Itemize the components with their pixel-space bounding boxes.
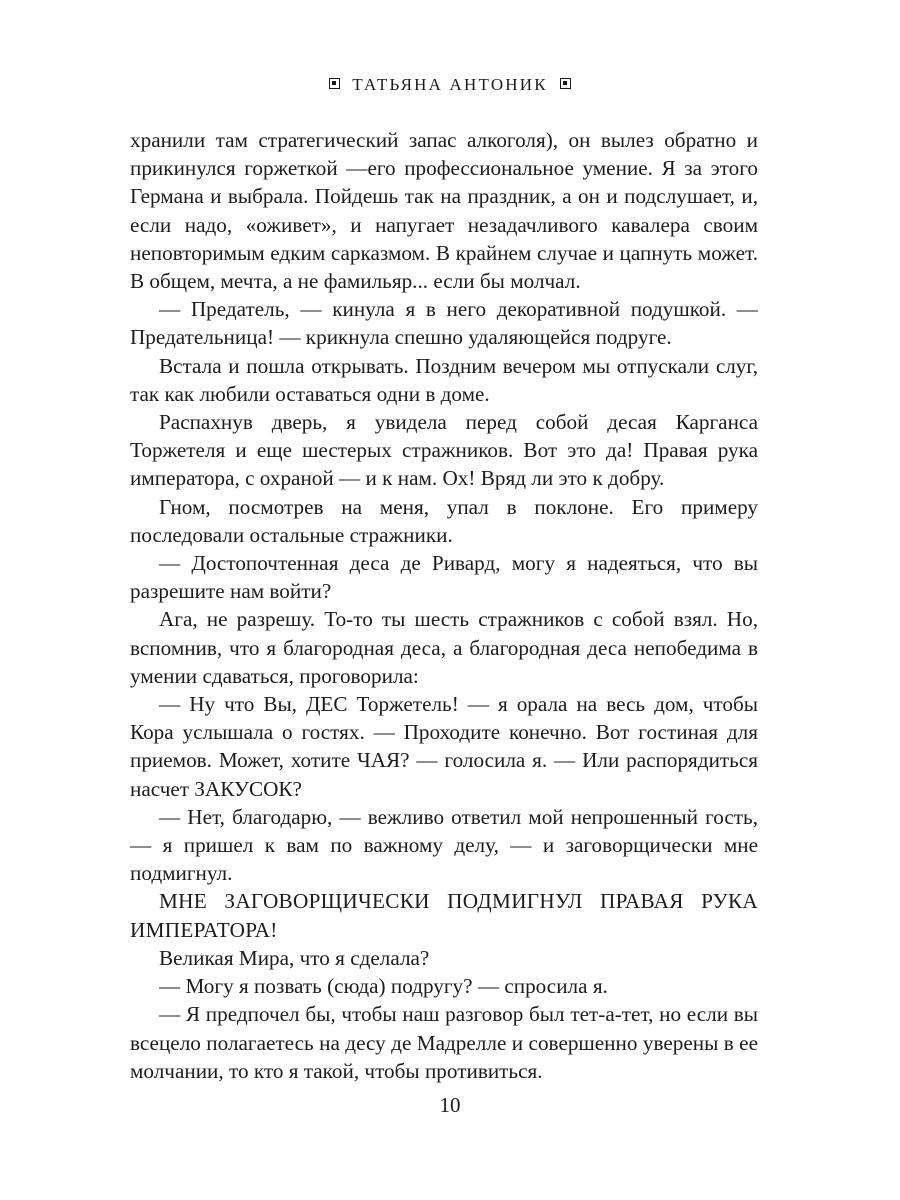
square-ornament-icon — [560, 78, 571, 89]
square-ornament-icon — [329, 78, 340, 89]
running-header — [0, 74, 900, 96]
paragraph: — Я предпочел бы, чтобы наш разговор был тет-а-тет, но если вы всецело полагаетесь на десу де Мадрелле и совершенно уверены в ее молчании, то кто я такой, чтобы противиться. — [130, 1002, 758, 1083]
paragraph: Ага, не разрешу. То-то ты шесть стражников с собой взял. Но, вспомнив, что я благородная деса, а благородная деса непобедима в умении сдаваться, проговорила: — [130, 607, 758, 688]
paragraph: — Ну что Вы, ДЕС Торжетель! — я орала на весь дом, чтобы Кора услышала о гостях. — Проходите конечно. Вот гостиная для приемов. Может, хотите ЧАЯ? — голосила я. — Или распорядиться насчет ЗАКУСОК? — [130, 692, 758, 801]
paragraph-caps: МНЕ ЗАГОВОРЩИЧЕСКИ ПОДМИГНУЛ ПРАВАЯ РУКА ИМПЕРАТОРА! — [130, 889, 758, 942]
paragraph: Встала и пошла открывать. Поздним вечером мы отпускали слуг, так как любили оставаться одни в доме. — [130, 353, 758, 406]
paragraph: Великая Мира, что я сделала? — [159, 945, 430, 970]
paragraph: хранили там стратегический запас алкоголя), он вылез обратно и прикинулся горжеткой —его профессиональное умение. Я за этого Германа и выбрала. Пойдешь так на праздник, а он и подслушает, и, если надо, «оживет», и напугает незадачливого кавалера своим неповторимым едким сарказмом. В крайнем случае и цапнуть может. В общем, мечта, а не фамильяр... если бы молчал. — [130, 128, 758, 294]
author-name: ТАТЬЯНА АНТОНИК — [352, 75, 548, 94]
body-text — [130, 126, 758, 1085]
paragraph: — Предатель, — кинула я в него декоративной подушкой. — Предательница! — крикнула спешно удаляющейся подруге. — [130, 297, 758, 350]
page-number: 10 — [439, 1093, 461, 1117]
paragraph: — Могу я позвать (сюда) подругу? — спросила я. — [159, 974, 608, 999]
paragraph: Распахнув дверь, я увидела перед собой десая Карганса Торжетеля и еще шестерых стражников. Вот это да! Правая рука императора, с охраной — и к нам. Ох! Вряд ли это к добру. — [130, 410, 758, 491]
paragraph: — Достопочтенная деса де Ривард, могу я надеяться, что вы разрешите нам войти? — [130, 551, 758, 604]
paragraph: — Нет, благодарю, — вежливо ответил мой непрошенный гость, — я пришел к вам по важному делу, — и заговорщически мне подмигнул. — [130, 804, 758, 886]
paragraph: Гном, посмотрев на меня, упал в поклоне. Его примеру последовали остальные стражники. — [130, 494, 758, 547]
